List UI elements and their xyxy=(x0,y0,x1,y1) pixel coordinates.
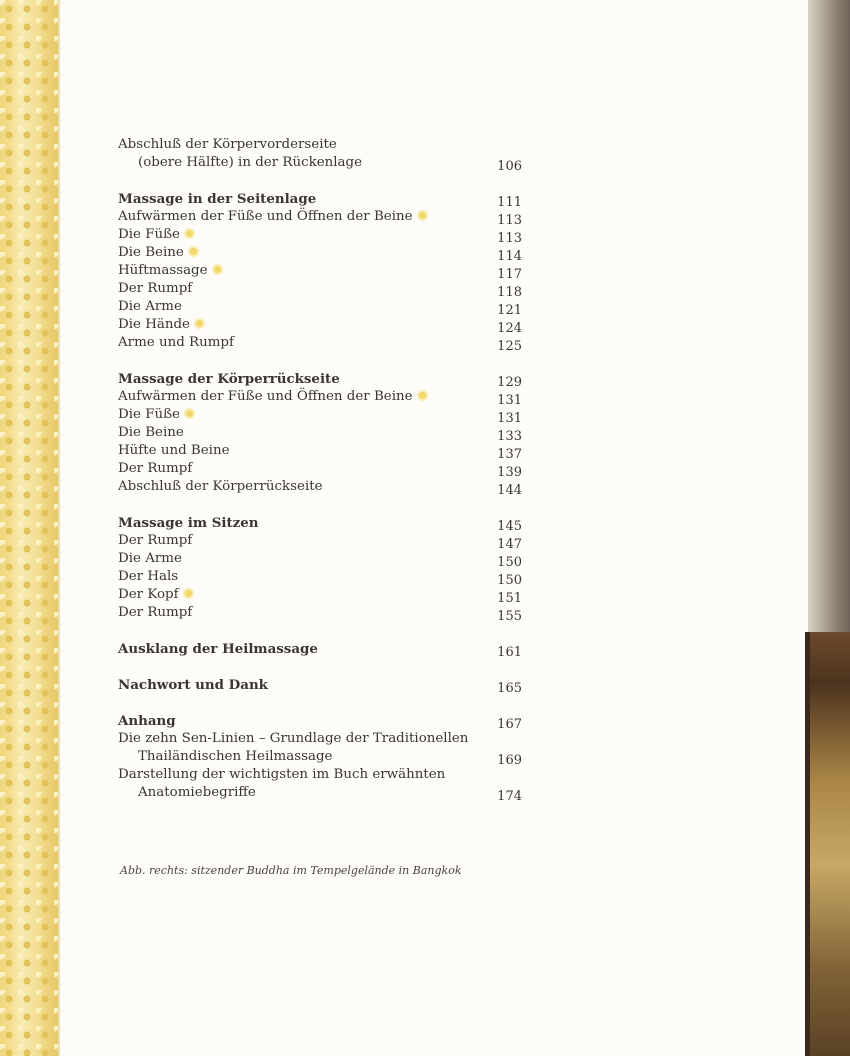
sun-icon xyxy=(190,248,197,255)
toc-entry[interactable] xyxy=(118,604,522,622)
toc-entry[interactable] xyxy=(118,226,522,244)
toc-entry-continued[interactable] xyxy=(118,784,522,802)
sun-icon xyxy=(185,590,192,597)
toc-entry-label: Anatomiebegriffe xyxy=(138,785,256,800)
toc-entry-label: Arme und Rumpf xyxy=(118,335,234,350)
toc-page-number: 111 xyxy=(497,195,522,210)
toc-entry-label: Aufwärmen der Füße und Öffnen der Beine xyxy=(118,208,426,226)
toc-page-number: 125 xyxy=(497,339,522,354)
sun-icon xyxy=(214,266,221,273)
toc-heading-label: Massage in der Seitenlage xyxy=(118,191,317,207)
toc-entry[interactable] xyxy=(118,424,522,442)
toc-page-number: 161 xyxy=(497,645,522,660)
toc-page-number: 113 xyxy=(497,231,522,246)
toc-page-number: 137 xyxy=(497,447,522,462)
toc-entry-label: Hüftmassage xyxy=(118,262,221,280)
toc-heading-label: Massage im Sitzen xyxy=(118,515,259,531)
toc-entry-label: Die zehn Sen-Linien – Grundlage der Traditionellen xyxy=(118,731,469,746)
toc-entry[interactable] xyxy=(118,478,522,496)
toc-entry-label: Der Rumpf xyxy=(118,605,193,620)
toc-page-number: 167 xyxy=(497,717,522,732)
toc-page-number: 114 xyxy=(497,249,522,264)
toc-entry[interactable] xyxy=(118,766,522,784)
toc-page-number: 106 xyxy=(497,159,522,174)
toc-entry[interactable] xyxy=(118,730,522,748)
toc-page-number: 131 xyxy=(497,393,522,408)
toc-page-number: 151 xyxy=(497,591,522,606)
toc-heading-label: Nachwort und Dank xyxy=(118,677,268,693)
toc-entry-label: Hüfte und Beine xyxy=(118,443,230,458)
sun-icon xyxy=(186,410,193,417)
toc-page-number: 165 xyxy=(497,681,522,696)
toc-page-number: 133 xyxy=(497,429,522,444)
toc-entry-label: Der Kopf xyxy=(118,586,192,604)
toc-section-heading[interactable] xyxy=(118,190,522,208)
toc-entry-label: Der Rumpf xyxy=(118,533,193,548)
toc-page-number: 121 xyxy=(497,303,522,318)
toc-page-number: 150 xyxy=(497,573,522,588)
toc-section-heading[interactable] xyxy=(118,640,522,658)
sun-icon xyxy=(419,392,426,399)
toc-entry[interactable] xyxy=(118,334,522,352)
toc-entry-label: Die Beine xyxy=(118,244,197,262)
toc-entry[interactable] xyxy=(118,406,522,424)
toc-page-number: 129 xyxy=(497,375,522,390)
toc-page-number: 144 xyxy=(497,483,522,498)
toc-entry-label: Abschluß der Körpervorderseite xyxy=(118,137,337,152)
toc-entry-label: Die Arme xyxy=(118,551,182,566)
toc-entry[interactable] xyxy=(118,262,522,280)
toc-entry-label: (obere Hälfte) in der Rückenlage xyxy=(138,155,362,170)
toc-page-number: 131 xyxy=(497,411,522,426)
table-of-contents xyxy=(118,136,522,802)
toc-entry-label: Aufwärmen der Füße und Öffnen der Beine xyxy=(118,388,426,406)
toc-entry-label: Die Beine xyxy=(118,425,184,440)
toc-entry-label: Der Rumpf xyxy=(118,281,193,296)
toc-entry-label: Der Rumpf xyxy=(118,461,193,476)
toc-page-number: 150 xyxy=(497,555,522,570)
toc-entry[interactable] xyxy=(118,460,522,478)
sun-icon xyxy=(196,320,203,327)
toc-entry[interactable] xyxy=(118,568,522,586)
toc-entry-label: Die Hände xyxy=(118,316,203,334)
toc-entry[interactable] xyxy=(118,550,522,568)
toc-heading-label: Anhang xyxy=(118,713,176,729)
toc-entry[interactable] xyxy=(118,388,522,406)
toc-heading-label: Ausklang der Heilmassage xyxy=(118,641,318,657)
toc-page-number: 118 xyxy=(497,285,522,300)
toc-entry[interactable] xyxy=(118,280,522,298)
toc-page-number: 124 xyxy=(497,321,522,336)
toc-entry[interactable] xyxy=(118,442,522,460)
toc-entry-label: Die Arme xyxy=(118,299,182,314)
toc-entry-continued[interactable] xyxy=(118,154,522,172)
toc-entry[interactable] xyxy=(118,586,522,604)
image-caption: Abb. rechts: sitzender Buddha im Tempelgelände in Bangkok xyxy=(120,864,462,877)
toc-page-number: 113 xyxy=(497,213,522,228)
toc-section-heading[interactable] xyxy=(118,712,522,730)
toc-entry-label: Darstellung der wichtigsten im Buch erwähnten xyxy=(118,767,446,782)
toc-entry[interactable] xyxy=(118,136,522,154)
toc-entry-label: Der Hals xyxy=(118,569,179,584)
toc-entry-label: Die Füße xyxy=(118,406,193,424)
toc-entry-label: Die Füße xyxy=(118,226,193,244)
toc-section-heading[interactable] xyxy=(118,514,522,532)
buddha-photo-edge xyxy=(805,632,850,1056)
toc-page-number: 117 xyxy=(497,267,522,282)
toc-page-number: 147 xyxy=(497,537,522,552)
ribbon-edge xyxy=(58,0,60,1056)
toc-entry-label: Abschluß der Körperrückseite xyxy=(118,479,323,494)
toc-page-number: 169 xyxy=(497,753,522,768)
toc-section-heading[interactable] xyxy=(118,676,522,694)
toc-entry[interactable] xyxy=(118,316,522,334)
toc-page-number: 139 xyxy=(497,465,522,480)
toc-entry[interactable] xyxy=(118,532,522,550)
toc-entry[interactable] xyxy=(118,208,522,226)
toc-entry-label: Thailändischen Heilmassage xyxy=(138,749,333,764)
toc-heading-label: Massage der Körperrückseite xyxy=(118,371,340,387)
sun-icon xyxy=(186,230,193,237)
toc-entry[interactable] xyxy=(118,298,522,316)
toc-section-heading[interactable] xyxy=(118,370,522,388)
sun-icon xyxy=(419,212,426,219)
toc-page-number: 155 xyxy=(497,609,522,624)
toc-entry[interactable] xyxy=(118,244,522,262)
toc-page-number: 145 xyxy=(497,519,522,534)
decorative-ribbon xyxy=(0,0,58,1056)
toc-entry-continued[interactable] xyxy=(118,748,522,766)
toc-page-number: 174 xyxy=(497,789,522,804)
